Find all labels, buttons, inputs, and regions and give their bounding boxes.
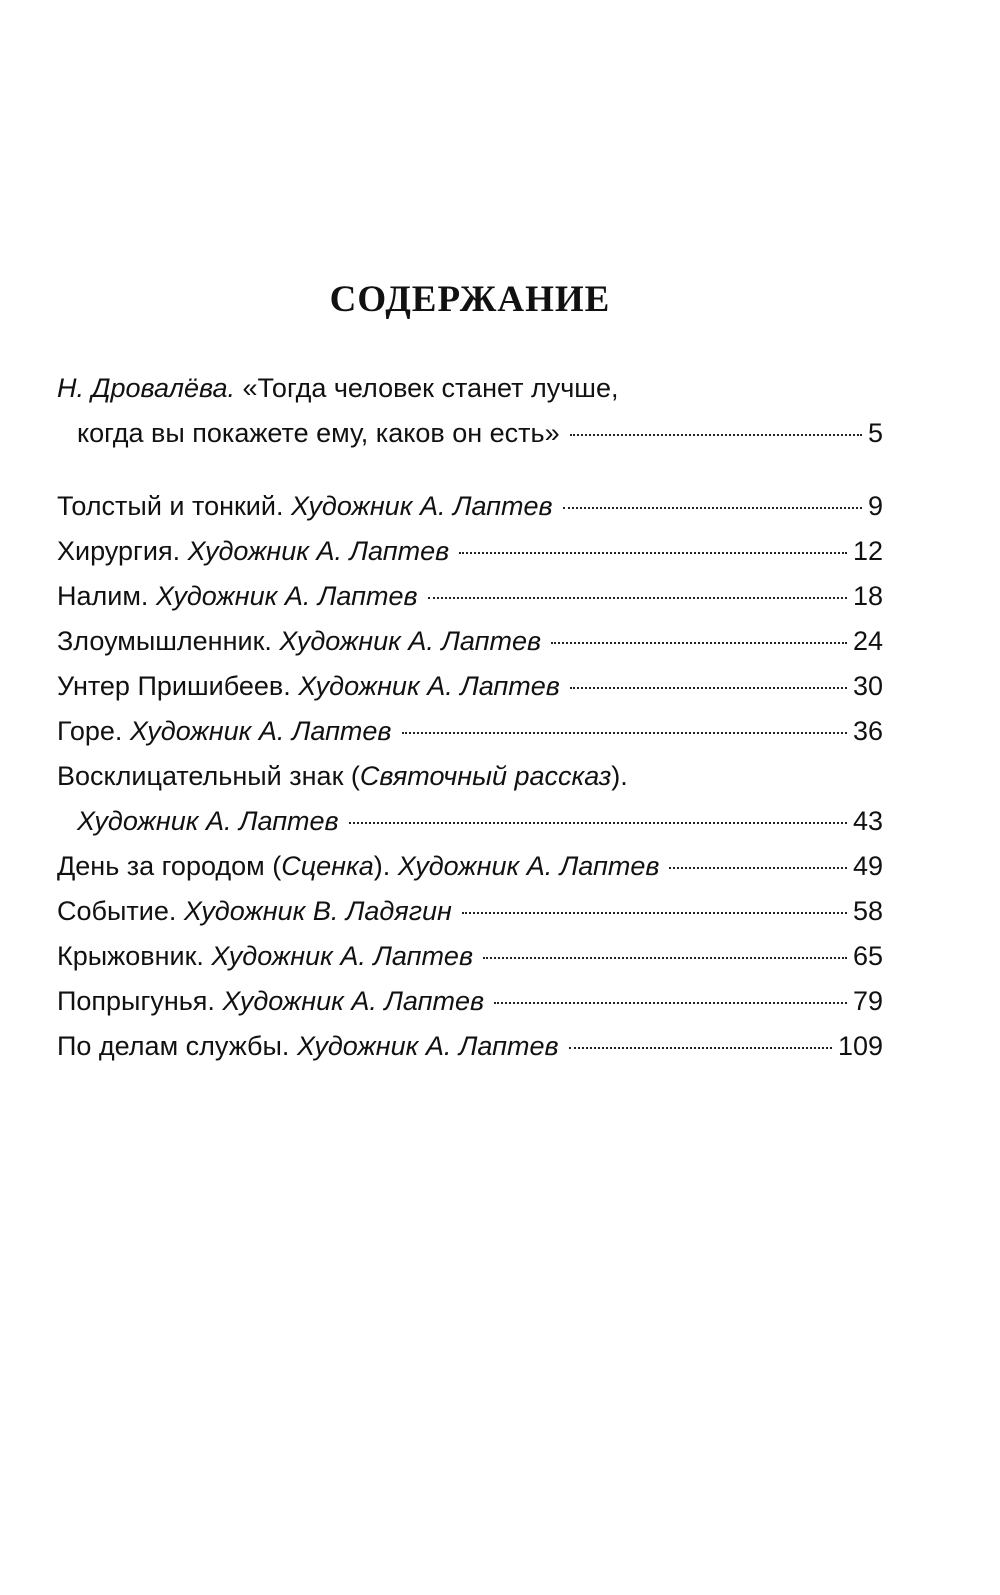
- page-number: 65: [852, 941, 883, 971]
- dot-leader: [569, 1047, 832, 1049]
- toc-entry[interactable]: [57, 574, 883, 619]
- toc-entry[interactable]: [57, 1024, 883, 1069]
- dot-leader: [459, 552, 847, 554]
- dot-leader: [402, 732, 847, 734]
- toc-entry-line2[interactable]: [57, 799, 883, 844]
- dot-leader: [669, 867, 847, 869]
- page-number: 43: [852, 806, 883, 836]
- entry-artist: Художник А. Лаптев: [155, 581, 418, 611]
- toc-entry[interactable]: [57, 844, 883, 889]
- intro-title-line2: когда вы покажете ему, каков он есть»: [77, 418, 560, 448]
- intro-author: Н. Дровалёва.: [57, 373, 236, 403]
- entry-artist: Художник А. Лаптев: [187, 536, 450, 566]
- entry-artist: Художник А. Лаптев: [397, 851, 660, 881]
- entry-title: Попрыгунья.: [57, 986, 223, 1016]
- toc-intro-line2[interactable]: [57, 411, 883, 456]
- dot-leader: [462, 912, 847, 914]
- dot-leader: [570, 434, 862, 436]
- toc-entry-line1[interactable]: [57, 754, 883, 799]
- entry-subtitle: Святочный рассказ: [359, 761, 612, 791]
- page-number: 58: [852, 896, 883, 926]
- entry-title-close: ).: [611, 761, 628, 791]
- entry-artist: Художник А. Лаптев: [298, 671, 560, 701]
- entry-title: Крыжовник.: [57, 941, 212, 971]
- page-number: 49: [852, 851, 883, 881]
- page-number: 18: [852, 581, 883, 611]
- dot-leader: [494, 1002, 847, 1004]
- spacer: [57, 456, 883, 484]
- entry-artist: Художник А. Лаптев: [290, 491, 553, 521]
- dot-leader: [563, 507, 862, 509]
- page-number: 79: [852, 986, 883, 1016]
- table-of-contents: [57, 366, 883, 1069]
- page-number: 5: [867, 418, 883, 448]
- entry-artist: Художник А. Лаптев: [129, 716, 392, 746]
- entry-title: Унтер Пришибеев.: [57, 671, 299, 701]
- toc-entry[interactable]: [57, 934, 883, 979]
- dot-leader: [349, 822, 847, 824]
- entry-artist: Художник В. Ладягин: [183, 896, 452, 926]
- entry-title: По делам службы.: [57, 1031, 297, 1061]
- page-number: 30: [852, 671, 883, 701]
- page-number: 36: [852, 716, 883, 746]
- dot-leader: [570, 687, 847, 689]
- toc-intro-line1: [57, 366, 883, 411]
- page-number: 24: [852, 626, 883, 656]
- toc-entry[interactable]: [57, 979, 883, 1024]
- page-title: СОДЕРЖАНИЕ: [329, 279, 611, 320]
- toc-entry[interactable]: [57, 889, 883, 934]
- entry-title: Хирургия.: [57, 536, 188, 566]
- entry-title: Событие.: [57, 896, 184, 926]
- entry-title: Злоумышленник.: [57, 626, 280, 656]
- toc-entry[interactable]: [57, 619, 883, 664]
- entry-title-close: ).: [373, 851, 398, 881]
- entry-title: Налим.: [57, 581, 156, 611]
- entry-artist: Художник А. Лаптев: [77, 806, 339, 836]
- entry-artist: Художник А. Лаптев: [211, 941, 474, 971]
- page-number: 12: [852, 536, 883, 566]
- entry-artist: Художник А. Лаптев: [296, 1031, 559, 1061]
- entry-title: Горе.: [57, 716, 130, 746]
- intro-title-line1: «Тогда человек станет лучше,: [235, 373, 619, 403]
- entry-subtitle: Сценка: [281, 851, 374, 881]
- page-number: 9: [867, 491, 883, 521]
- entry-artist: Художник А. Лаптев: [279, 626, 542, 656]
- entry-title: День за городом (: [57, 851, 282, 881]
- dot-leader: [551, 642, 847, 644]
- entry-title: Восклицательный знак (: [57, 761, 360, 791]
- toc-entry[interactable]: [57, 709, 883, 754]
- toc-entry[interactable]: [57, 529, 883, 574]
- entry-title: Толстый и тонкий.: [57, 491, 291, 521]
- page-number: 109: [837, 1031, 883, 1061]
- toc-entry[interactable]: [57, 484, 883, 529]
- dot-leader: [428, 597, 847, 599]
- dot-leader: [483, 957, 847, 959]
- entry-artist: Художник А. Лаптев: [222, 986, 485, 1016]
- toc-entry[interactable]: [57, 664, 883, 709]
